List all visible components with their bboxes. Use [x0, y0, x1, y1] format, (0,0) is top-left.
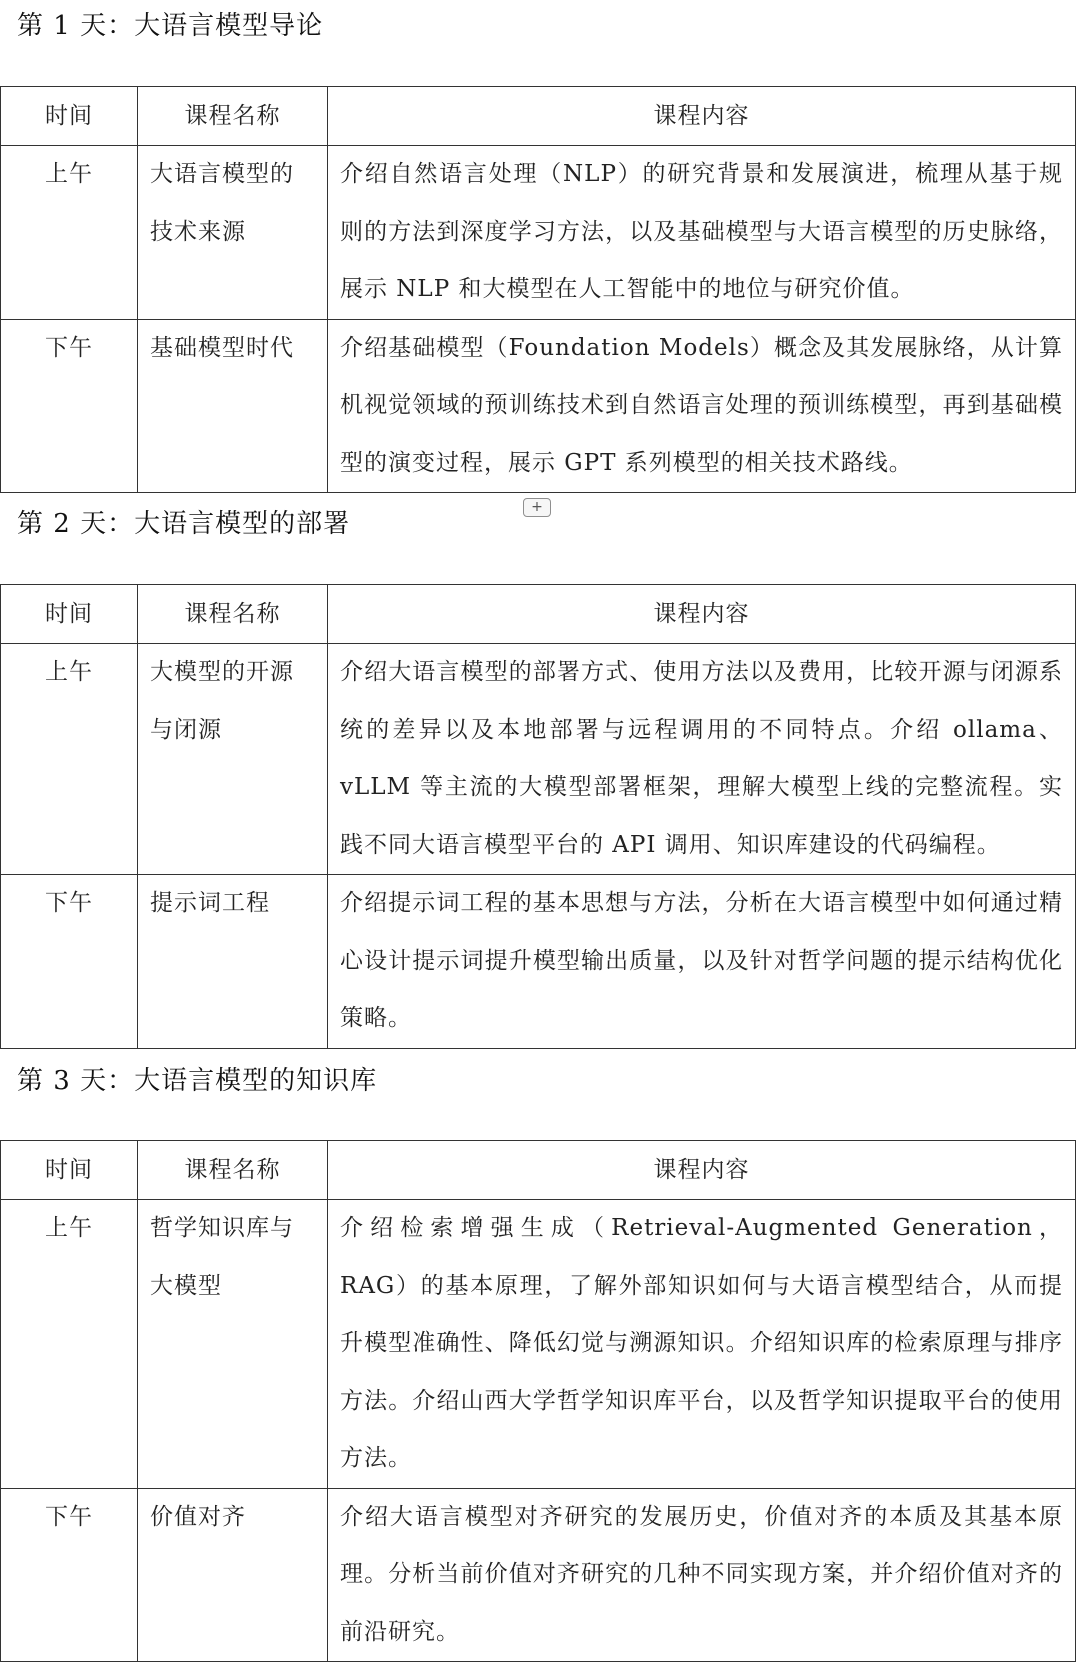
day-2-heading: 第 2 天：大语言模型的部署: [17, 509, 351, 539]
header-time: 时间: [1, 1141, 138, 1200]
session-course-content: 介绍自然语言处理（NLP）的研究背景和发展演进，梳理从基于规则的方法到深度学习方法，以及基础模型与大语言模型的历史脉络，展示 NLP 和大模型在人工智能中的地位与研究价值。: [328, 146, 1076, 320]
table-row: [1, 1200, 1076, 1489]
day-1-heading: 第 1 天：大语言模型导论: [17, 11, 324, 41]
session-course-name: 大模型的开源与闭源: [138, 644, 328, 875]
header-course-name: 课程名称: [138, 585, 328, 644]
table-header-row: [1, 87, 1076, 146]
day-3-schedule-table: [0, 1140, 1076, 1662]
header-course-name: 课程名称: [138, 87, 328, 146]
session-course-content: 介绍基础模型（Foundation Models）概念及其发展脉络，从计算机视觉领域的预训练技术到自然语言处理的预训练模型，再到基础模型的演变过程，展示 GPT 系列模型的相关技术路线。: [328, 319, 1076, 493]
table-row: [1, 146, 1076, 320]
session-time: 下午: [1, 319, 138, 493]
session-course-name: 价值对齐: [138, 1488, 328, 1662]
table-row: [1, 644, 1076, 875]
session-course-content: 介绍提示词工程的基本思想与方法，分析在大语言模型中如何通过精心设计提示词提升模型输出质量，以及针对哲学问题的提示结构优化策略。: [328, 875, 1076, 1049]
day-1-schedule-table: [0, 86, 1076, 493]
table-header-row: [1, 1141, 1076, 1200]
session-time: 上午: [1, 146, 138, 320]
table-row: [1, 319, 1076, 493]
header-course-content: 课程内容: [328, 585, 1076, 644]
day-2-schedule-table: [0, 584, 1076, 1049]
session-course-name: 大语言模型的技术来源: [138, 146, 328, 320]
session-course-content: 介绍大语言模型对齐研究的发展历史，价值对齐的本质及其基本原理。分析当前价值对齐研究的几种不同实现方案，并介绍价值对齐的前沿研究。: [328, 1488, 1076, 1662]
session-time: 下午: [1, 1488, 138, 1662]
table-row: [1, 1488, 1076, 1662]
session-time: 下午: [1, 875, 138, 1049]
header-course-name: 课程名称: [138, 1141, 328, 1200]
add-row-button[interactable]: [523, 498, 551, 517]
session-course-content: 介绍大语言模型的部署方式、使用方法以及费用，比较开源与闭源系统的差异以及本地部署与远程调用的不同特点。介绍 ollama、vLLM 等主流的大模型部署框架，理解大模型上线的完整流程。实践不同大语言模型平台的 API 调用、知识库建设的代码编程。: [328, 644, 1076, 875]
session-time: 上午: [1, 644, 138, 875]
header-time: 时间: [1, 87, 138, 146]
session-course-name: 提示词工程: [138, 875, 328, 1049]
session-course-content: 介绍检索增强生成（Retrieval-Augmented Generation，RAG）的基本原理，了解外部知识如何与大语言模型结合，从而提升模型准确性、降低幻觉与溯源知识。介绍知识库的检索原理与排序方法。介绍山西大学哲学知识库平台，以及哲学知识提取平台的使用方法。: [328, 1200, 1076, 1489]
table-header-row: [1, 585, 1076, 644]
header-course-content: 课程内容: [328, 87, 1076, 146]
header-course-content: 课程内容: [328, 1141, 1076, 1200]
session-course-name: 哲学知识库与大模型: [138, 1200, 328, 1489]
session-course-name: 基础模型时代: [138, 319, 328, 493]
session-time: 上午: [1, 1200, 138, 1489]
table-row: [1, 875, 1076, 1049]
day-3-heading: 第 3 天：大语言模型的知识库: [17, 1066, 378, 1096]
plus-icon: +: [531, 499, 543, 515]
header-time: 时间: [1, 585, 138, 644]
